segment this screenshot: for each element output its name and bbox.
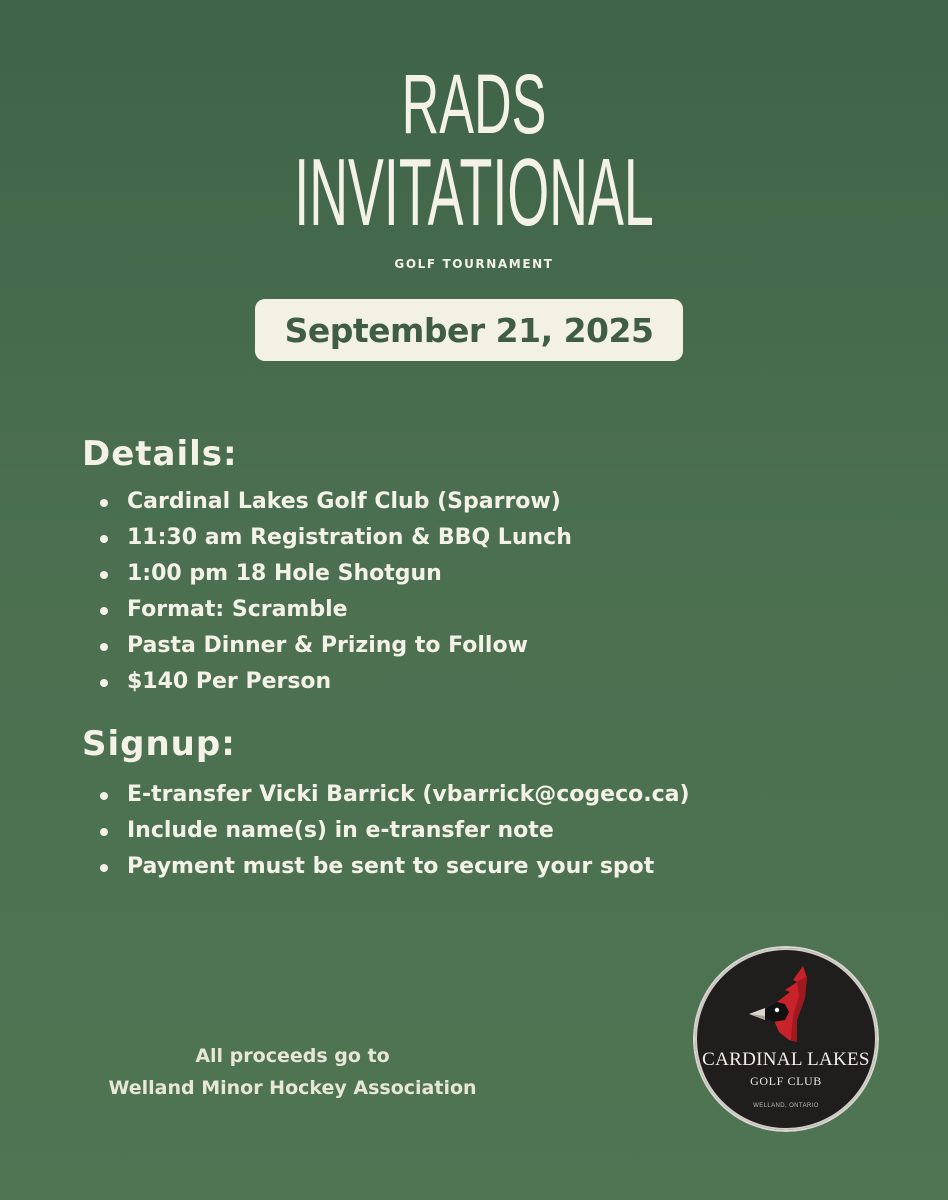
list-item: Format: Scramble — [100, 592, 572, 628]
title-invitational: INVITATIONAL — [294, 139, 654, 246]
bullet-icon — [100, 679, 108, 687]
bullet-icon — [100, 828, 108, 836]
list-item: Payment must be sent to secure your spot — [100, 849, 690, 885]
list-item: $140 Per Person — [100, 664, 572, 700]
details-list — [100, 484, 572, 700]
list-item: 11:30 am Registration & BBQ Lunch — [100, 520, 572, 556]
event-date: September 21, 2025 — [284, 310, 654, 350]
title-rads: RADS — [401, 57, 547, 151]
logo-subtitle: GOLF CLUB — [750, 1074, 822, 1088]
cardinal-lakes-logo — [693, 946, 879, 1132]
list-item: Pasta Dinner & Prizing to Follow — [100, 628, 572, 664]
signup-heading: Signup: — [82, 724, 236, 764]
bullet-icon — [100, 864, 108, 872]
bullet-icon — [100, 607, 108, 615]
logo-name: CARDINAL LAKES — [702, 1049, 870, 1070]
bullet-icon — [100, 792, 108, 800]
proceeds-line-1: All proceeds go to — [195, 1045, 390, 1067]
list-item: Cardinal Lakes Golf Club (Sparrow) — [100, 484, 572, 520]
proceeds-note — [70, 1040, 515, 1104]
logo-location: WELLAND, ONTARIO — [753, 1103, 819, 1109]
bullet-icon — [100, 571, 108, 579]
bullet-icon — [100, 499, 108, 507]
list-item: E-transfer Vicki Barrick (vbarrick@cogeco.ca) — [100, 777, 690, 813]
list-item: 1:00 pm 18 Hole Shotgun — [100, 556, 572, 592]
bullet-icon — [100, 643, 108, 651]
subtitle: GOLF TOURNAMENT — [394, 257, 554, 271]
bullet-icon — [100, 535, 108, 543]
proceeds-line-2: Welland Minor Hockey Association — [108, 1077, 477, 1099]
details-heading: Details: — [82, 434, 238, 474]
signup-list — [100, 777, 690, 885]
date-badge — [255, 299, 683, 361]
list-item: Include name(s) in e-transfer note — [100, 813, 690, 849]
